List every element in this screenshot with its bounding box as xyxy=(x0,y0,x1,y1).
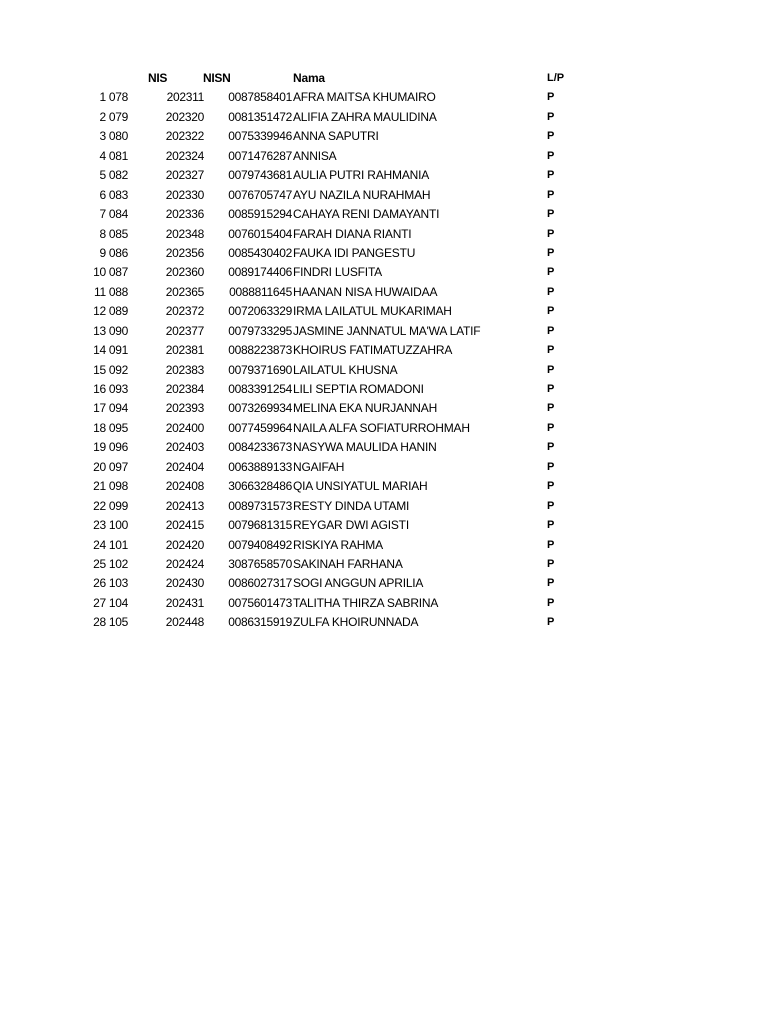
cell-no: 13 090 xyxy=(93,323,128,338)
cell-nis: 202448 xyxy=(165,615,204,630)
cell-nis: 202348 xyxy=(165,226,204,241)
cell-nama: ZULFA KHOIRUNNADA xyxy=(293,615,419,630)
cell-no: 10 087 xyxy=(93,265,128,280)
cell-nama: ANNA SAPUTRI xyxy=(293,129,379,144)
cell-nisn: 0086027317 xyxy=(228,576,292,591)
cell-nis: 202360 xyxy=(165,265,204,280)
table-row xyxy=(0,127,768,146)
cell-nisn: 0083391254 xyxy=(228,382,292,396)
cell-nisn: 0085430402 xyxy=(228,245,292,260)
cell-no: 5 082 xyxy=(99,168,128,183)
cell-no: 28 105 xyxy=(93,615,128,630)
table-row xyxy=(0,516,768,535)
cell-nisn: 0079681315 xyxy=(228,518,292,533)
cell-nis: 202330 xyxy=(165,187,204,202)
cell-lp: P xyxy=(547,363,555,376)
cell-lp: P xyxy=(547,402,555,415)
cell-nama: LILI SEPTIA ROMADONI xyxy=(293,382,424,396)
cell-nis: 202415 xyxy=(165,518,204,533)
cell-lp: P xyxy=(547,441,555,454)
cell-no: 11 088 xyxy=(93,284,128,299)
table-row xyxy=(0,613,768,632)
cell-nama: TALITHA THIRZA SABRINA xyxy=(293,595,439,610)
cell-lp: P xyxy=(547,324,555,337)
cell-lp: P xyxy=(547,91,555,104)
cell-nis: 202356 xyxy=(165,245,204,260)
cell-nis: 202430 xyxy=(165,576,204,591)
cell-lp: P xyxy=(547,519,555,532)
table-row xyxy=(0,88,768,107)
cell-nis: 202336 xyxy=(165,207,204,222)
cell-lp: P xyxy=(547,460,555,473)
cell-nisn: 0075601473 xyxy=(228,595,292,610)
cell-nisn: 0073269934 xyxy=(228,401,292,416)
table-row xyxy=(0,205,768,224)
cell-no: 1 078 xyxy=(99,90,128,105)
cell-nama: NGAIFAH xyxy=(293,459,345,474)
table-row xyxy=(0,244,768,263)
cell-lp: P xyxy=(547,285,555,298)
header-nis: NIS xyxy=(148,71,168,85)
cell-no: 26 103 xyxy=(93,576,128,591)
cell-no: 21 098 xyxy=(93,479,128,494)
cell-nisn: 0084233673 xyxy=(228,440,292,455)
cell-no: 9 086 xyxy=(99,245,128,260)
cell-nama: SOGI ANGGUN APRILIA xyxy=(293,576,424,591)
table-row xyxy=(0,574,768,593)
cell-no: 24 101 xyxy=(93,537,128,552)
header-nama: Nama xyxy=(293,71,325,85)
cell-nis: 202381 xyxy=(165,343,204,358)
cell-no: 12 089 xyxy=(93,304,128,319)
cell-no: 8 085 xyxy=(99,226,128,241)
cell-nisn: 0088223873 xyxy=(228,343,292,358)
cell-lp: P xyxy=(547,344,555,357)
table-row xyxy=(0,225,768,244)
cell-nisn: 0079743681 xyxy=(228,168,292,183)
cell-no: 6 083 xyxy=(99,187,128,202)
cell-nis: 202311 xyxy=(166,90,204,105)
table-row xyxy=(0,536,768,555)
cell-no: 27 104 xyxy=(93,595,128,610)
cell-nama: AYU NAZILA NURAHMAH xyxy=(293,187,431,202)
cell-lp: P xyxy=(547,383,555,395)
cell-nama: NASYWA MAULIDA HANIN xyxy=(293,440,437,455)
cell-nama: SAKINAH FARHANA xyxy=(293,556,403,571)
cell-nis: 202320 xyxy=(165,109,204,124)
cell-nis: 202403 xyxy=(165,440,204,455)
cell-nama: LAILATUL KHUSNA xyxy=(293,362,398,377)
table-row xyxy=(0,341,768,360)
cell-nis: 202324 xyxy=(165,148,204,163)
cell-nisn: 0079371690 xyxy=(228,362,292,377)
cell-nisn: 3066328486 xyxy=(228,479,292,494)
cell-no: 17 094 xyxy=(93,401,128,416)
cell-no: 14 091 xyxy=(93,343,128,358)
cell-nis: 202372 xyxy=(165,304,204,319)
cell-no: 18 095 xyxy=(93,420,128,435)
cell-nisn: 0089731573 xyxy=(228,498,292,513)
table-row xyxy=(0,283,768,302)
cell-nisn: 0075339946 xyxy=(228,129,292,144)
table-row xyxy=(0,108,768,127)
cell-no: 19 096 xyxy=(93,440,128,455)
cell-lp: P xyxy=(547,480,555,493)
cell-no: 4 081 xyxy=(99,148,128,163)
cell-no: 2 079 xyxy=(99,109,128,124)
cell-nis: 202431 xyxy=(165,595,204,610)
cell-nis: 202404 xyxy=(165,459,204,474)
cell-lp: P xyxy=(547,616,555,629)
cell-nama: AULIA PUTRI RAHMANIA xyxy=(293,168,430,183)
header-lp: L/P xyxy=(547,72,565,84)
cell-lp: P xyxy=(547,227,555,240)
cell-lp: P xyxy=(547,499,555,512)
cell-nisn: 0088811645 xyxy=(229,284,292,299)
table-row xyxy=(0,361,768,380)
table-row xyxy=(0,399,768,418)
table-row xyxy=(0,380,768,399)
cell-nama: AFRA MAITSA KHUMAIRO xyxy=(293,90,436,105)
cell-nisn: 0071476287 xyxy=(228,148,292,163)
cell-nama: HAANAN NISA HUWAIDAA xyxy=(293,284,438,299)
cell-lp: P xyxy=(547,208,555,221)
cell-nis: 202327 xyxy=(165,168,204,183)
cell-nis: 202424 xyxy=(165,556,204,571)
cell-nis: 202400 xyxy=(165,420,204,435)
table-body xyxy=(0,88,768,632)
cell-nama: FARAH DIANA RIANTI xyxy=(293,226,412,241)
cell-nama: FAUKA IDI PANGESTU xyxy=(293,245,416,260)
table-row xyxy=(0,263,768,282)
cell-no: 25 102 xyxy=(93,556,128,571)
cell-lp: P xyxy=(547,538,555,551)
cell-no: 22 099 xyxy=(93,498,128,513)
cell-lp: P xyxy=(547,421,555,434)
cell-nama: RISKIYA RAHMA xyxy=(293,537,383,552)
table-row xyxy=(0,497,768,516)
cell-nis: 202393 xyxy=(165,401,204,416)
cell-nisn: 0081351472 xyxy=(228,109,292,124)
cell-nisn: 0085915294 xyxy=(228,207,292,222)
cell-lp: P xyxy=(547,305,555,318)
table-header-row xyxy=(0,69,768,88)
cell-nisn: 0063889133 xyxy=(228,459,292,474)
header-nisn: NISN xyxy=(203,71,231,85)
table-row xyxy=(0,186,768,205)
cell-nisn: 0086315919 xyxy=(228,615,292,630)
cell-lp: P xyxy=(547,246,555,259)
cell-nisn: 3087658570 xyxy=(228,556,292,571)
cell-no: 3 080 xyxy=(99,129,128,144)
cell-lp: P xyxy=(547,149,555,162)
cell-no: 23 100 xyxy=(93,518,128,533)
cell-no: 7 084 xyxy=(99,207,128,222)
cell-nisn: 0076015404 xyxy=(228,226,292,241)
cell-lp: P xyxy=(547,130,555,143)
cell-no: 20 097 xyxy=(93,459,128,474)
cell-nisn: 0072063329 xyxy=(228,304,292,319)
cell-nisn: 0079733295 xyxy=(228,323,292,338)
cell-nisn: 0076705747 xyxy=(228,187,292,202)
table-row xyxy=(0,166,768,185)
cell-nama: REYGAR DWI AGISTI xyxy=(293,518,409,533)
cell-lp: P xyxy=(547,266,555,279)
cell-nisn: 0079408492 xyxy=(228,537,292,552)
table-row xyxy=(0,555,768,574)
cell-nama: RESTY DINDA UTAMI xyxy=(293,498,410,513)
cell-nisn: 0089174406 xyxy=(228,265,292,280)
table-row xyxy=(0,147,768,166)
cell-nama: KHOIRUS FATIMATUZZAHRA xyxy=(293,343,453,358)
cell-nis: 202377 xyxy=(165,323,204,338)
cell-nama: CAHAYA RENI DAMAYANTI xyxy=(293,207,440,222)
cell-nisn: 0077459964 xyxy=(228,420,292,435)
cell-no: 15 092 xyxy=(93,362,128,377)
cell-nama: JASMINE JANNATUL MA'WA LATIF xyxy=(293,323,481,338)
cell-nisn: 0087858401 xyxy=(228,90,292,105)
student-table xyxy=(0,69,768,633)
table-row xyxy=(0,458,768,477)
table-row xyxy=(0,594,768,613)
cell-nis: 202408 xyxy=(165,479,204,494)
cell-lp: P xyxy=(547,557,555,570)
cell-nis: 202413 xyxy=(165,498,204,513)
cell-lp: P xyxy=(547,596,555,609)
cell-nis: 202365 xyxy=(165,284,204,299)
table-row xyxy=(0,477,768,496)
cell-nama: MELINA EKA NURJANNAH xyxy=(293,401,438,416)
table-row xyxy=(0,438,768,457)
cell-nama: ANNISA xyxy=(293,148,337,163)
cell-nis: 202383 xyxy=(165,362,204,377)
cell-nama: FINDRI LUSFITA xyxy=(293,265,382,280)
cell-lp: P xyxy=(547,188,555,201)
cell-nis: 202420 xyxy=(165,537,204,552)
cell-lp: P xyxy=(547,577,555,590)
cell-nis: 202322 xyxy=(165,129,204,144)
cell-lp: P xyxy=(547,110,555,123)
cell-nama: QIA UNSIYATUL MARIAH xyxy=(293,479,428,494)
cell-no: 16 093 xyxy=(93,382,128,396)
cell-nama: ALIFIA ZAHRA MAULIDINA xyxy=(293,109,437,124)
cell-nis: 202384 xyxy=(165,382,204,396)
table-row xyxy=(0,322,768,341)
cell-nama: NAILA ALFA SOFIATURROHMAH xyxy=(293,420,470,435)
table-row xyxy=(0,419,768,438)
table-row xyxy=(0,302,768,321)
cell-nama: IRMA LAILATUL MUKARIMAH xyxy=(293,304,452,319)
cell-lp: P xyxy=(547,169,555,182)
